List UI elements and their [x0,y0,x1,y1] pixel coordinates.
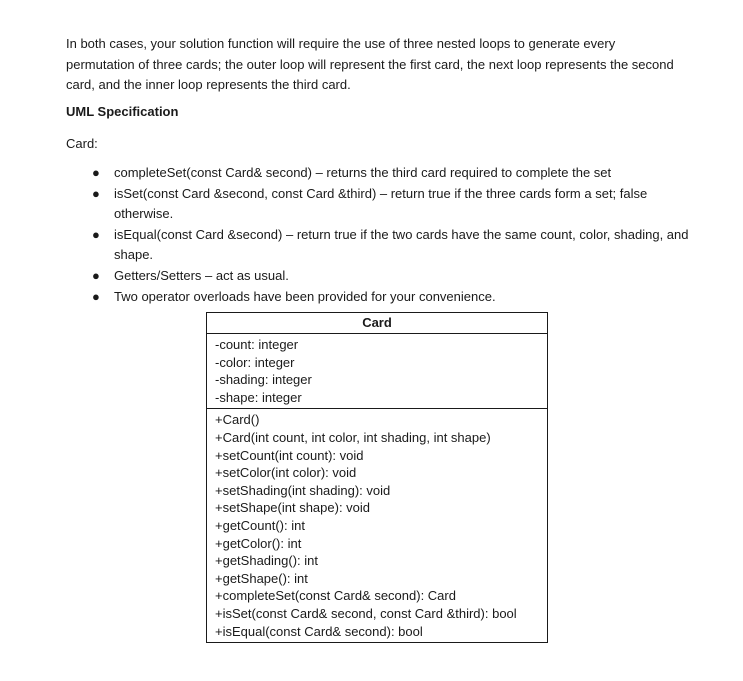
uml-method: +completeSet(const Card& second): Card [215,588,456,604]
list-item [88,287,703,307]
uml-method: +Card(int count, int color, int shading, int shape) [215,429,491,445]
list-item [88,184,703,224]
uml-class-diagram [206,312,548,643]
uml-methods-section [207,408,547,642]
uml-method: +isSet(const Card& second, const Card &third): bool [215,605,517,621]
uml-method: +getColor(): int [215,535,302,551]
uml-attributes-section [207,334,547,408]
uml-method: +setShape(int shape): void [215,500,371,516]
list-item-text: Getters/Setters – act as usual. [114,268,289,283]
uml-method: +setCount(int count): void [215,447,364,463]
uml-class-name: Card [207,313,547,334]
uml-specification-heading: UML Specification [66,104,179,119]
bullet-icon: ● [92,165,100,180]
class-label: Card: [66,136,98,151]
bullet-icon: ● [92,227,100,242]
list-item [88,225,703,265]
list-item-text: Two operator overloads have been provided for your convenience. [114,289,496,304]
bullet-icon: ● [92,289,100,304]
list-item [88,266,703,286]
list-item-text: isEqual(const Card &second) – return true if the two cards have the same count, color, shading, and shape. [114,227,689,262]
uml-method: +getShape(): int [215,570,308,586]
list-item [88,163,703,183]
method-description-list [88,163,703,308]
list-item-text: completeSet(const Card& second) – returns the third card required to complete the set [114,165,612,180]
uml-attribute: -shading: integer [215,372,312,388]
uml-method: +isEqual(const Card& second): bool [215,623,423,639]
uml-attribute: -count: integer [215,337,299,352]
bullet-icon: ● [92,268,100,283]
uml-method: +setColor(int color): void [215,465,357,481]
uml-attribute: -shape: integer [215,389,302,405]
intro-paragraph: In both cases, your solution function will require the use of three nested loops to generate every permutation of three cards; the outer loop will represent the first card, the next loop represents the second card, and the inner loop represents the third card. [66,36,674,92]
uml-method: +Card() [215,412,260,428]
uml-method: +getCount(): int [215,517,305,533]
list-item-text: isSet(const Card &second, const Card &third) – return true if the three cards form a set; false otherwise. [114,186,648,221]
uml-method: +setShading(int shading): void [215,482,391,498]
uml-attribute: -color: integer [215,354,295,370]
bullet-icon: ● [92,186,100,201]
uml-method: +getShading(): int [215,553,318,569]
